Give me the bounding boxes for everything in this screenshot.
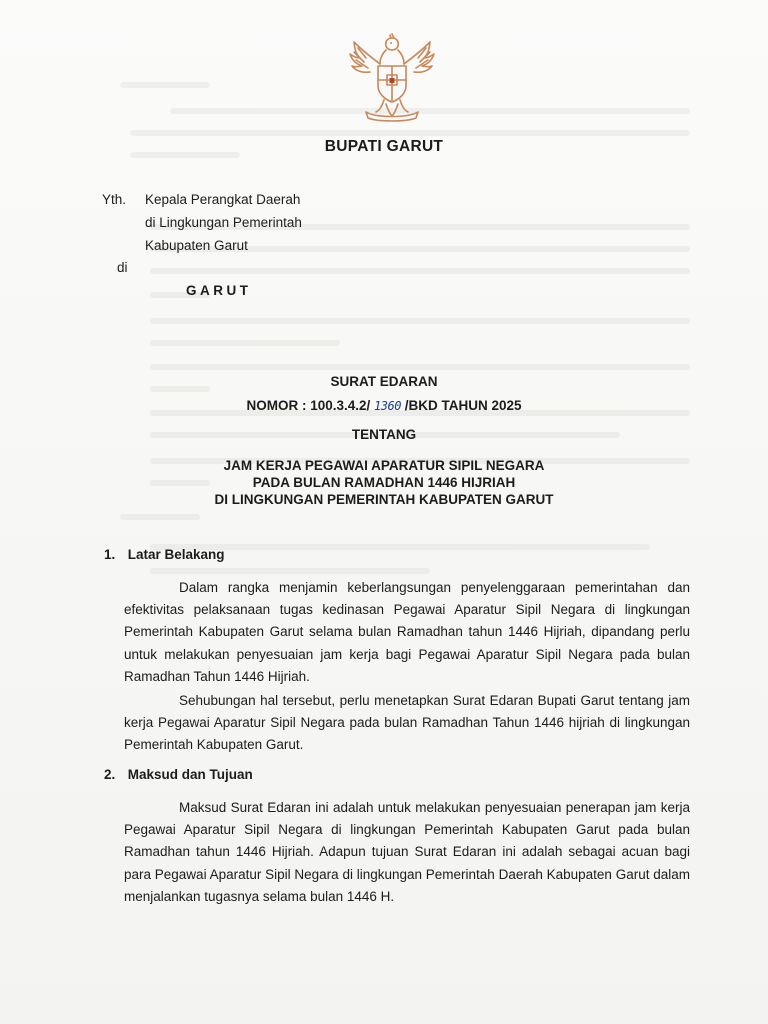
paragraph: Sehubungan hal tersebut, perlu menetapkan Surat Edaran Bupati Garut tentang jam kerja Pegawai Aparatur Sipil Negara pada bulan Ramadhan Tahun 1446 hijriah di lingkungan Pemerintah Kabupaten Garut. [124, 693, 690, 753]
section-number: 1. [104, 547, 116, 562]
addressee-line-3: Kabupaten Garut [145, 238, 248, 253]
doc-about: TENTANG [351, 427, 417, 442]
section-title: Latar Belakang [127, 547, 225, 562]
addressee-di: di [117, 260, 128, 275]
addressee-city: GARUT [186, 283, 252, 298]
section-number: 2. [104, 767, 116, 782]
doc-number [0, 398, 768, 413]
section-body [124, 577, 690, 757]
doc-number-prefix: NOMOR : 100.3.4.2/ [246, 398, 371, 413]
paragraph: Maksud Surat Edaran ini adalah untuk melakukan penyesuaian penerapan jam kerja Pegawai Aparatur Sipil Negara di lingkungan Pemerintah Kabupaten Garut pada bulan Ramadhan tahun 1446 Hijriah. Adapun tujuan Surat Edaran ini adalah sebagai acuan bagi para Pegawai Aparatur Sipil Negara di lingkungan Pemerintah Daerah Kabupaten Garut dalam menjalankan tugasnya selama bulan 1446 H. [124, 800, 690, 904]
section-title: Maksud dan Tujuan [127, 767, 253, 782]
doc-type: SURAT EDARAN [330, 374, 438, 389]
addressee-line-1: Kepala Perangkat Daerah [145, 192, 301, 207]
section-body [124, 797, 690, 908]
addressee-line-2: di Lingkungan Pemerintah [145, 215, 302, 230]
paragraph: Dalam rangka menjamin keberlangsungan penyelenggaraan pemerintahan dan efektivitas pelaksanaan tugas kedinasan Pegawai Aparatur Sipil Negara di lingkungan Pemerintah Kabupaten Garut selama bulan Ramadhan tahun 1446 Hijriah, dipandang perlu untuk melakukan penyesuaian jam kerja bagi Pegawai Aparatur Sipil Negara pada bulan Ramadhan Tahun 1446 Hijriah. [124, 580, 690, 684]
authority-title: BUPATI GARUT [324, 138, 444, 155]
doc-number-suffix: /BKD TAHUN 2025 [404, 398, 522, 413]
subject-line-2: PADA BULAN RAMADHAN 1446 HIJRIAH [252, 475, 516, 490]
section-heading [104, 767, 253, 782]
subject-line-3: DI LINGKUNGAN PEMERINTAH KABUPATEN GARUT [214, 492, 554, 507]
garuda-emblem-icon [336, 28, 448, 124]
doc-number-handwritten: 1360 [374, 399, 401, 413]
section-heading [104, 547, 225, 562]
addressee-prefix: Yth. [102, 192, 127, 207]
subject-line-1: JAM KERJA PEGAWAI APARATUR SIPIL NEGARA [223, 458, 545, 473]
